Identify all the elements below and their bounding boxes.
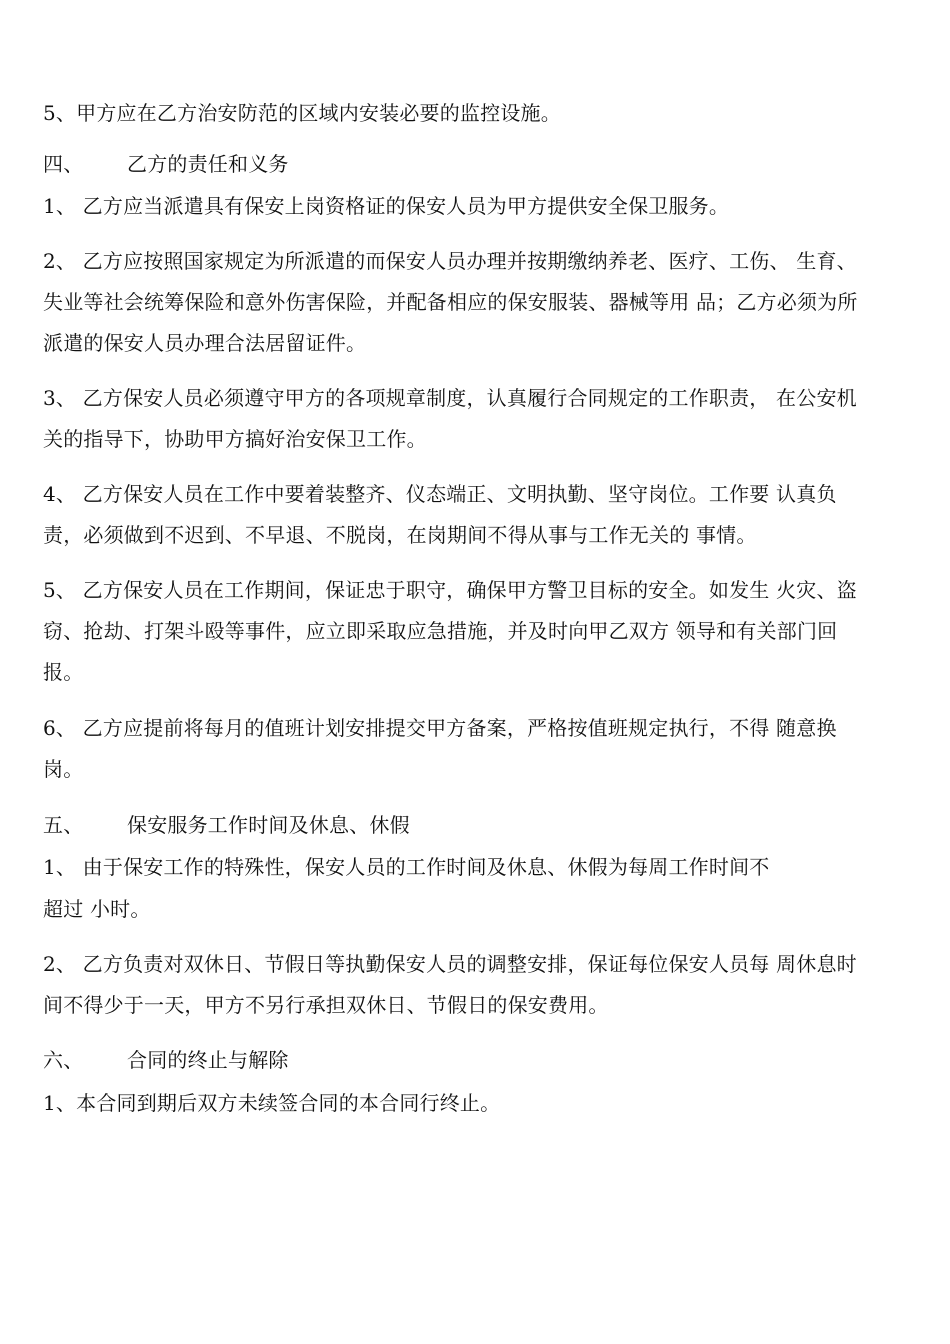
clause-line: 3、 乙方保安人员必须遵守甲方的各项规章制度，认真履行合同规定的工作职责， 在公安机 (43, 386, 857, 410)
clause-line: 6、 乙方应提前将每月的值班计划安排提交甲方备案，严格按值班规定执行，不得 随意换 (43, 716, 837, 740)
clause-line: 窃、抢劫、打架斗殴等事件，应立即采取应急措施，并及时向甲乙双方 领导和有关部门回 (43, 619, 838, 643)
clause-line: 间不得少于一天，甲方不另行承担双休日、节假日的保安费用。 (43, 993, 609, 1017)
clause-line: 超过 小时。 (43, 897, 151, 921)
section-heading (43, 813, 410, 837)
clause-line: 失业等社会统筹保险和意外伤害保险，并配备相应的保安服装、器械等用 品；乙方必须为所 (43, 290, 858, 314)
clause-line: 岗。 (43, 757, 84, 781)
clause-line: 4、 乙方保安人员在工作中要着装整齐、仪态端正、文明执勤、坚守岗位。工作要 认真负 (43, 482, 837, 506)
clause-line: 1、本合同到期后双方未续签合同的本合同行终止。 (43, 1091, 501, 1115)
section-number: 六、 (43, 1048, 84, 1072)
clause-line: 5、甲方应在乙方治安防范的区域内安装必要的监控设施。 (43, 101, 561, 125)
section-title: 保安服务工作时间及休息、休假 (127, 813, 410, 837)
section-heading (43, 152, 289, 176)
clause-line: 派遣的保安人员办理合法居留证件。 (43, 331, 367, 355)
section-number: 五、 (43, 813, 84, 837)
clause-line: 报。 (43, 660, 84, 684)
clause-line: 1、 乙方应当派遣具有保安上岗资格证的保安人员为甲方提供安全保卫服务。 (43, 194, 730, 218)
clause-line: 2、 乙方负责对双休日、节假日等执勤保安人员的调整安排，保证每位保安人员每 周休息时 (43, 952, 857, 976)
clause-line: 2、 乙方应按照国家规定为所派遣的而保安人员办理并按期缴纳养老、医疗、工伤、 生育、 (43, 249, 857, 273)
clause-line: 责，必须做到不迟到、不早退、不脱岗，在岗期间不得从事与工作无关的 事情。 (43, 523, 757, 547)
clause-line: 5、 乙方保安人员在工作期间，保证忠于职守，确保甲方警卫目标的安全。如发生 火灾、盗 (43, 578, 857, 602)
section-number: 四、 (43, 152, 84, 176)
clause-line: 关的指导下，协助甲方搞好治安保卫工作。 (43, 427, 427, 451)
section-title: 合同的终止与解除 (127, 1048, 289, 1072)
section-title: 乙方的责任和义务 (127, 152, 289, 176)
clause-line: 1、 由于保安工作的特殊性，保安人员的工作时间及休息、休假为每周工作时间不 (43, 855, 770, 879)
section-heading (43, 1048, 289, 1072)
